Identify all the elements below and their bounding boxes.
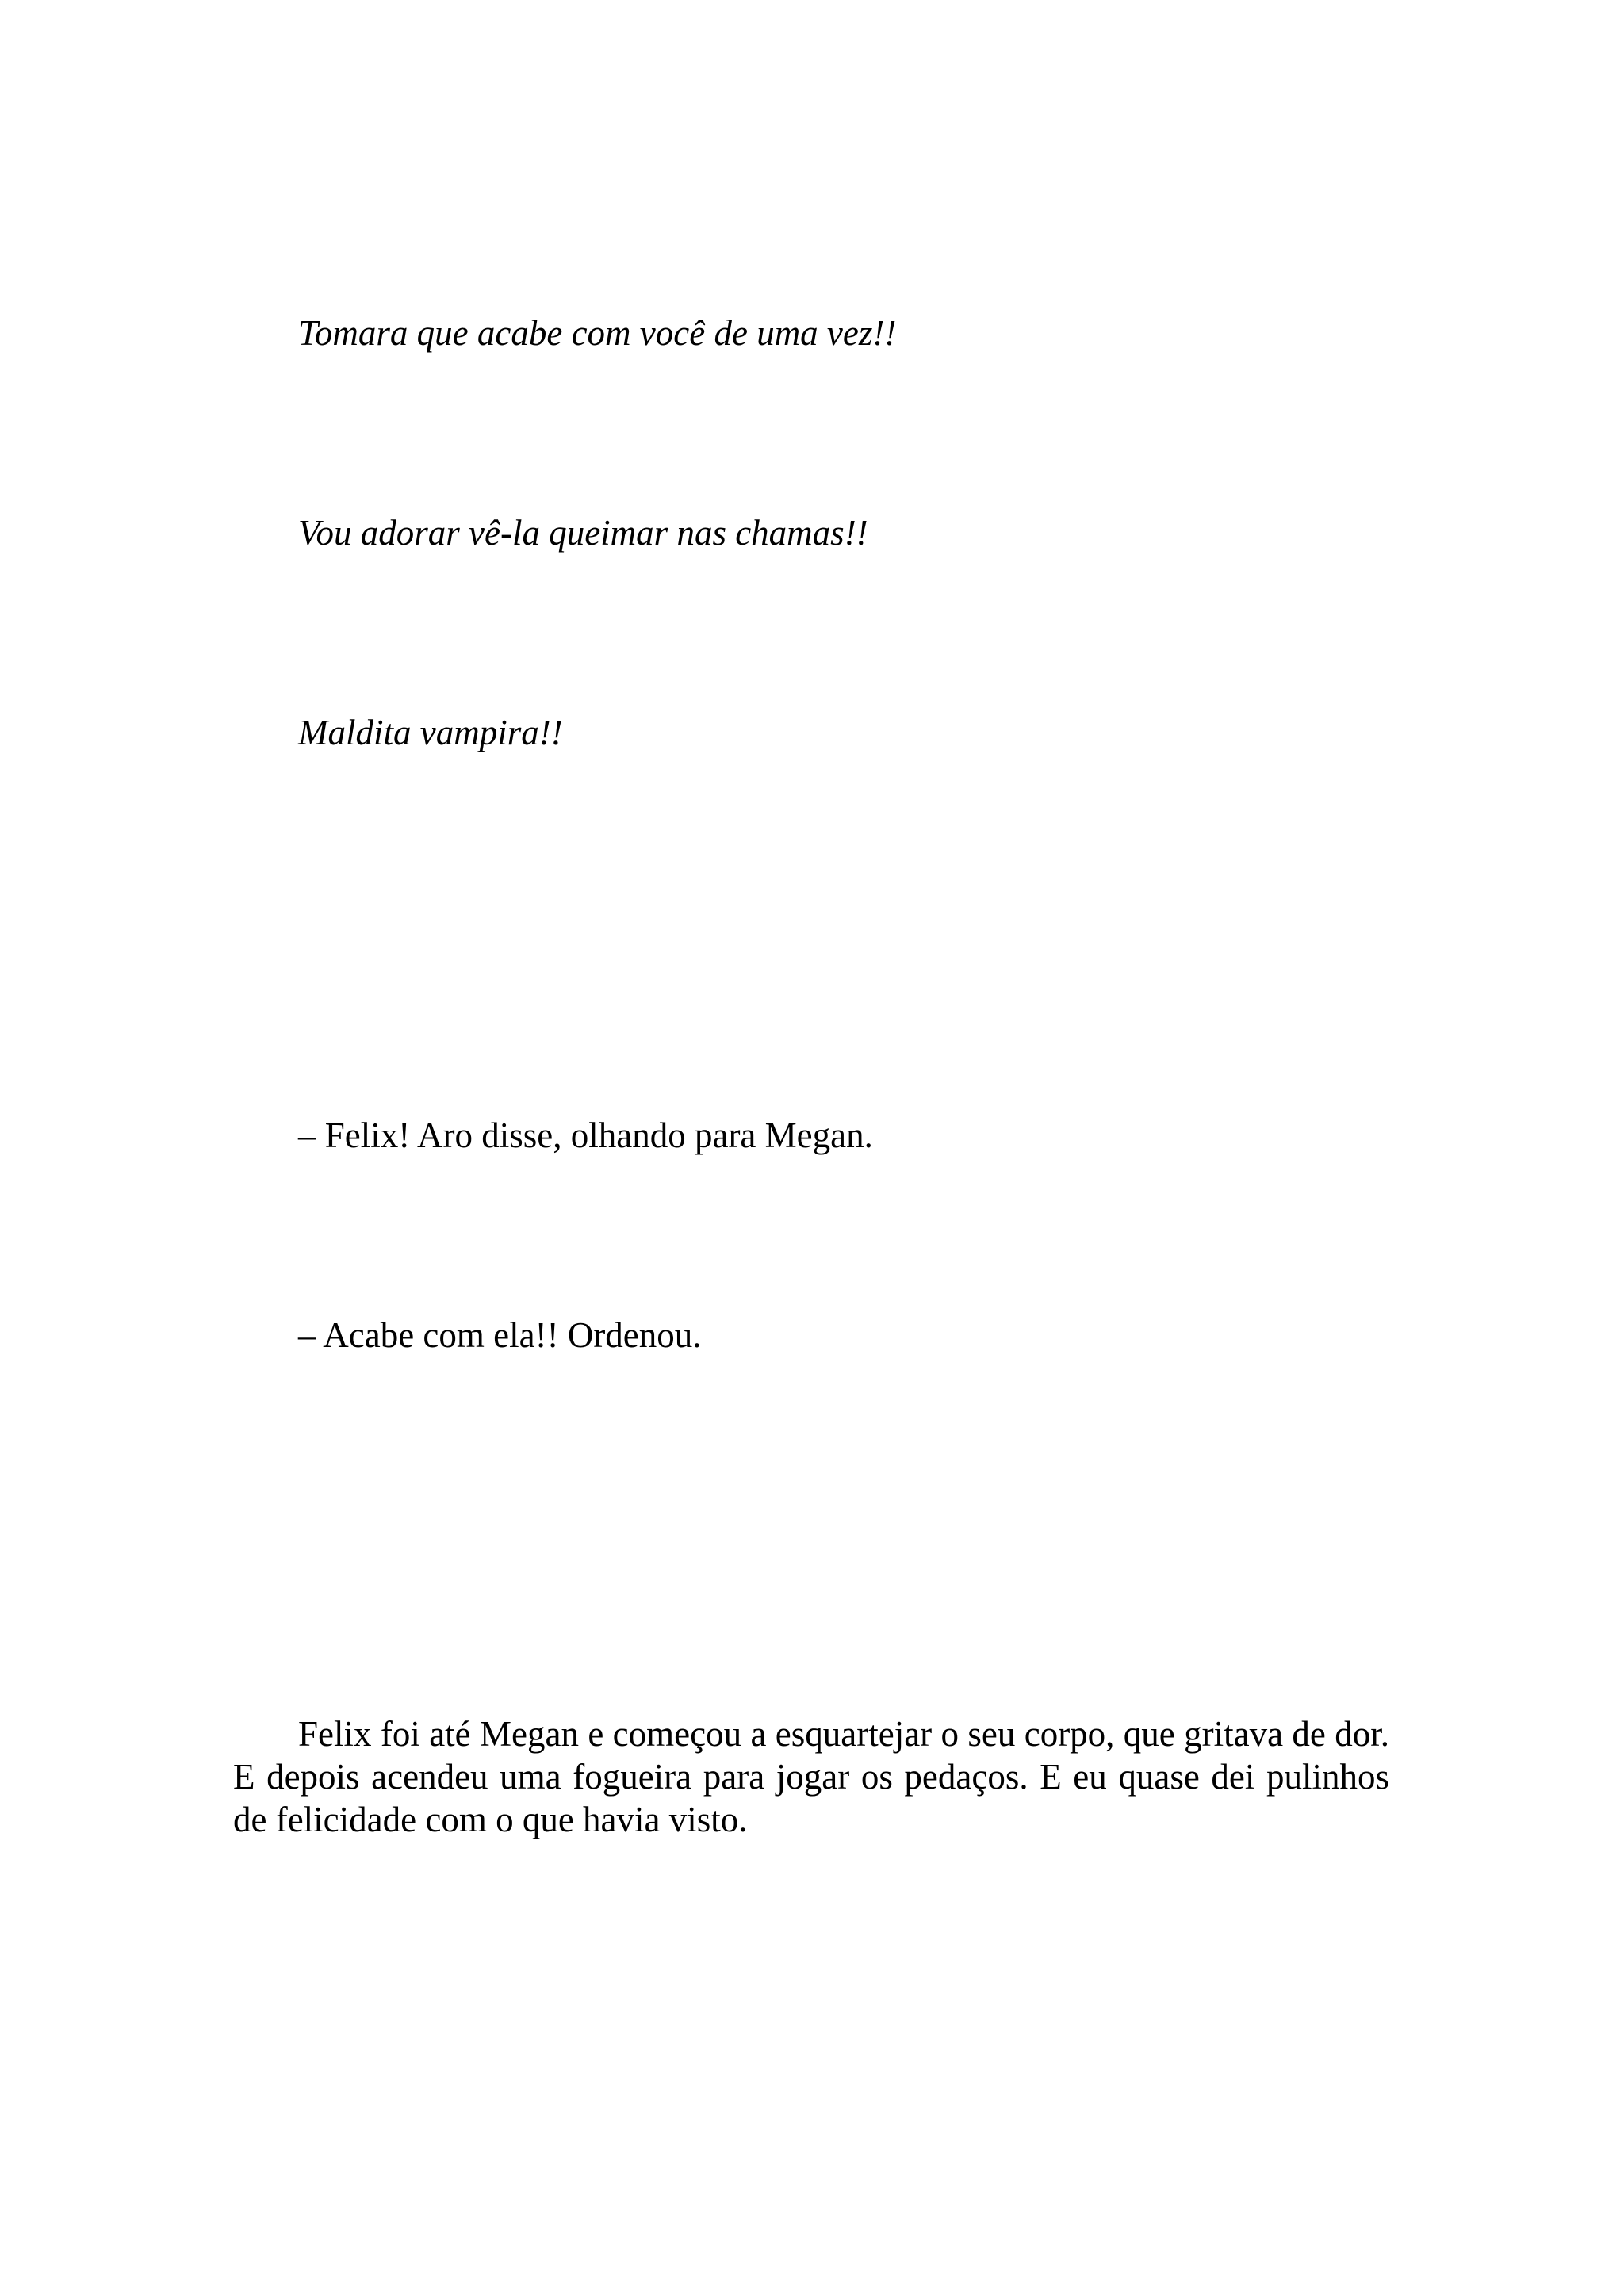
thought-line-2: Vou adorar vê-la queimar nas chamas!! (298, 513, 868, 553)
thought-line-3: Maldita vampira!! (298, 713, 563, 752)
thought-line-1: Tomara que acabe com você de uma vez!! (298, 313, 897, 353)
dialogue-line-2: – Acabe com ela!! Ordenou. (298, 1315, 702, 1355)
dialogue-line-1: – Felix! Aro disse, olhando para Megan. (298, 1115, 873, 1155)
narrative-paragraph: Felix foi até Megan e começou a esquartejar o seu corpo, que gritava de dor. E depois acendeu uma fogueira para jogar os pedaços. E eu quase dei pulinhos de felicidade com o que havia visto. (233, 1714, 1389, 1839)
